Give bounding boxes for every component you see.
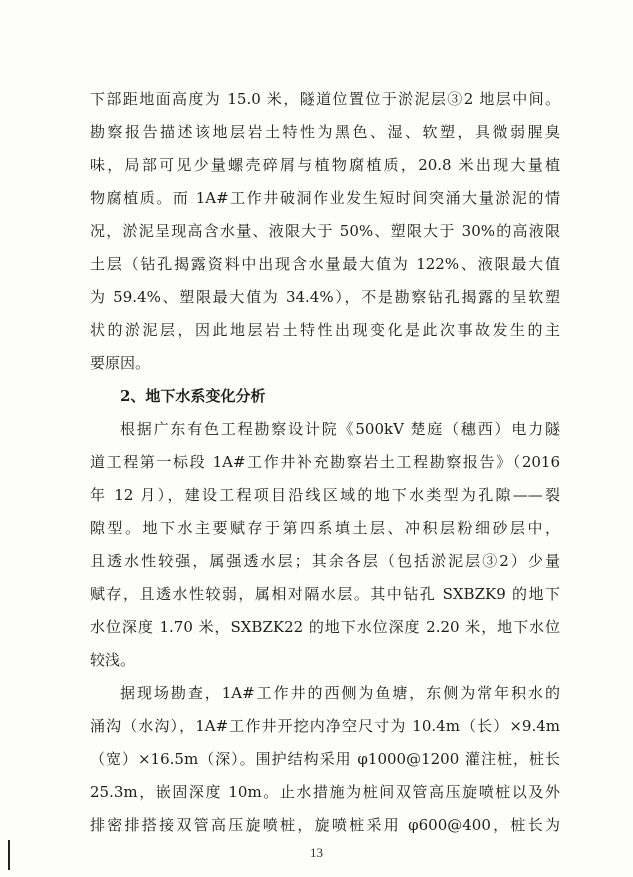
text-line: 要原因。 <box>90 354 151 372</box>
text-line: 25.3m，嵌固深度 10m。止水措施为桩间双管高压旋喷桩以及外 <box>90 783 560 801</box>
scan-edge-mark <box>8 840 10 870</box>
text-line: （宽）×16.5m（深）。围护结构采用 φ1000@1200 灌注桩，桩长 <box>90 750 560 768</box>
text-line: 况，淤泥呈现高含水量、液限大于 50%、塑限大于 30%的高液限 <box>90 222 560 240</box>
text-line: 下部距地面高度为 15.0 米，隧道位置位于淤泥层③2 地层中间。 <box>90 90 560 108</box>
text-line: 赋存，且透水性较弱，属相对隔水层。其中钻孔 SXBZK9 的地下 <box>90 585 560 603</box>
text-line: 且透水性较强，属强透水层；其余各层（包括淤泥层③2）少量 <box>90 552 560 570</box>
text-line: 道工程第一标段 1A#工作井补充勘察岩土工程勘察报告》（2016 <box>90 453 560 471</box>
text-line: 状的淤泥层，因此地层岩土特性出现变化是此次事故发生的主 <box>90 321 560 339</box>
text-line: 排密排搭接双管高压旋喷桩，旋喷桩采用 φ600@400，桩长为 <box>90 816 560 834</box>
text-line: 水位深度 1.70 米，SXBZK22 的地下水位深度 2.20 米，地下水位 <box>90 618 560 636</box>
text-line: 涌沟（水沟），1A#工作井开挖内净空尺寸为 10.4m（长）×9.4m <box>90 717 560 735</box>
page-number: 13 <box>310 845 323 860</box>
paragraph-first-line: 据现场勘查，1A#工作井的西侧为鱼塘，东侧为常年积水的 <box>120 684 560 702</box>
text-line: 年 12 月），建设工程项目沿线区域的地下水类型为孔隙——裂 <box>90 486 560 504</box>
text-line: 勘察报告描述该地层岩土特性为黑色、湿、软塑，具微弱腥臭 <box>90 123 560 141</box>
text-line: 物腐植质。而 1A#工作井破洞作业发生短时间突涌大量淤泥的情 <box>90 189 560 207</box>
text-line: 较浅。 <box>90 651 136 669</box>
text-line: 隙型。地下水主要赋存于第四系填土层、冲积层粉细砂层中， <box>90 519 560 537</box>
text-line: 土层（钻孔揭露资料中出现含水量最大值为 122%、液限最大值 <box>90 255 560 273</box>
text-line: 为 59.4%、塑限最大值为 34.4%），不是勘察钻孔揭露的呈软塑 <box>90 288 560 306</box>
section-heading: 2、地下水系变化分析 <box>120 387 266 405</box>
text-line: 味，局部可见少量螺壳碎屑与植物腐植质，20.8 米出现大量植 <box>90 156 560 174</box>
paragraph-first-line: 根据广东有色工程勘察设计院《500kV 楚庭（穗西）电力隧 <box>120 420 560 438</box>
